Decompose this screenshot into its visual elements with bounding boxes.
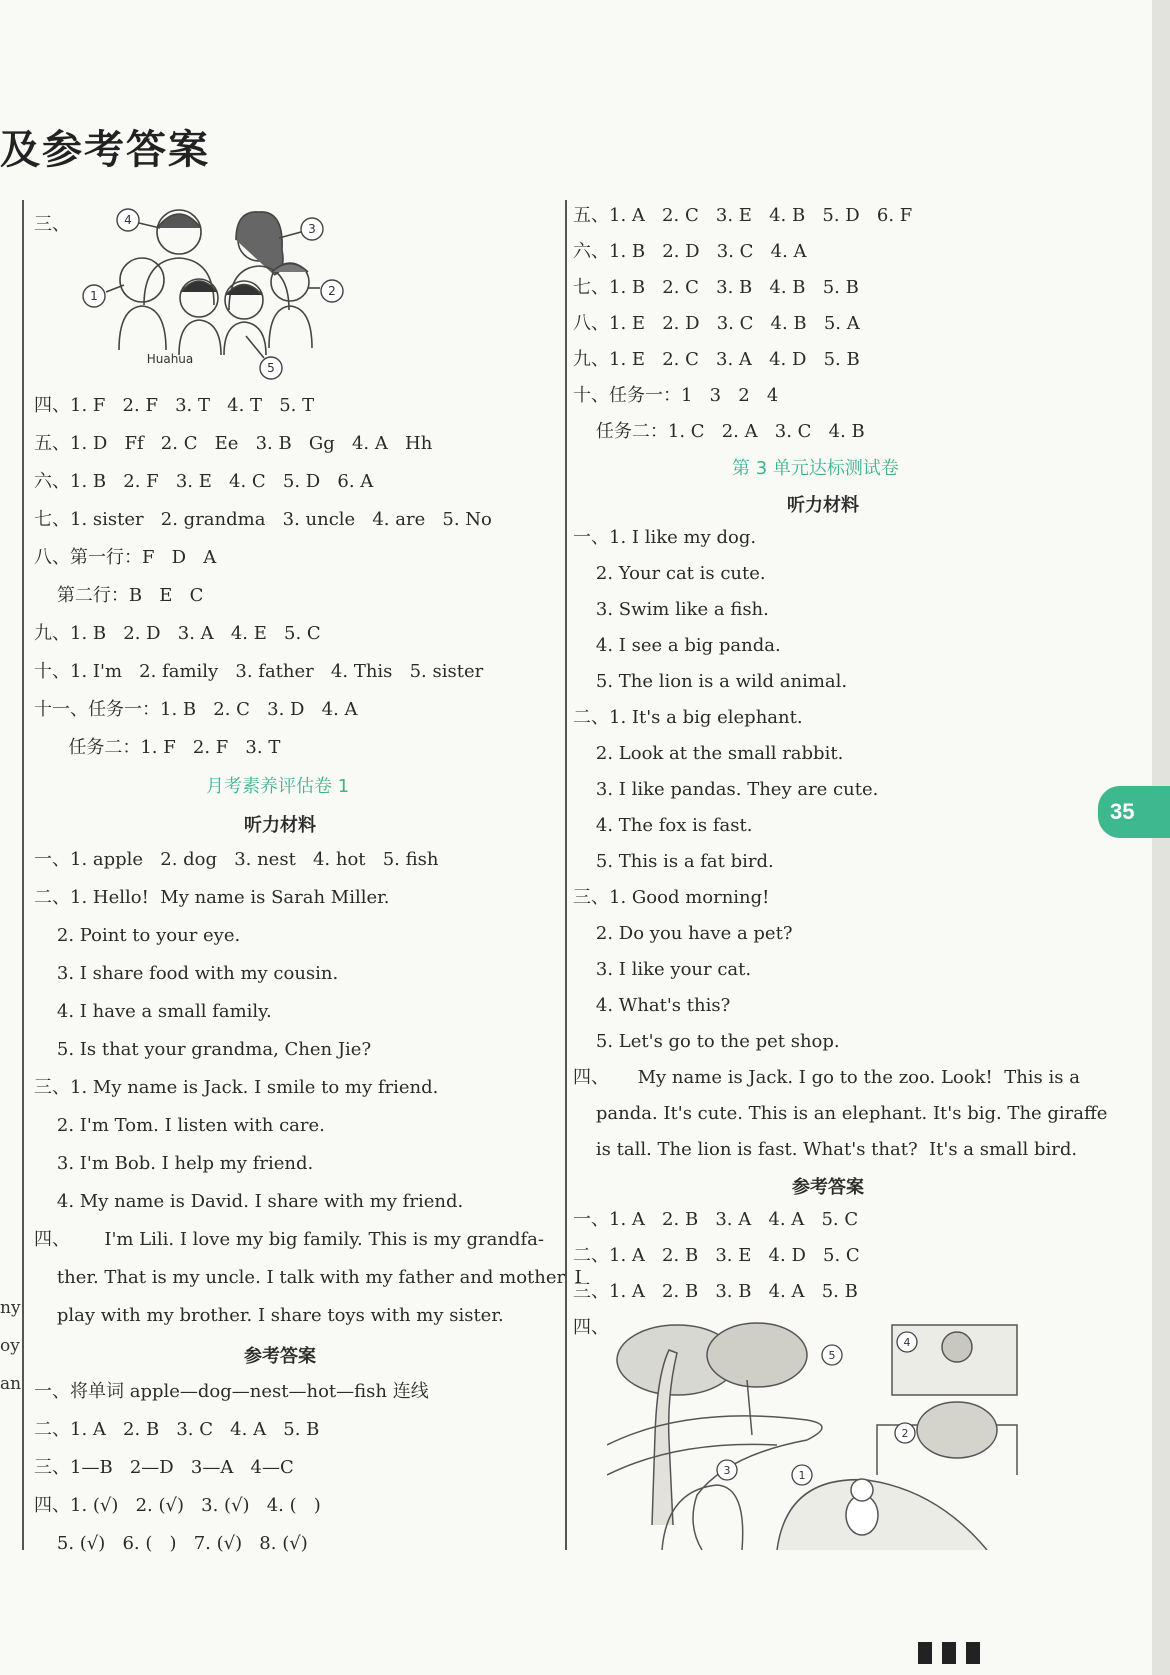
listening-line: 二、1. Hello! My name is Sarah Miller. xyxy=(34,887,390,908)
listening-line: ther. That is my uncle. I talk with my father and mother. I xyxy=(34,1267,582,1288)
callout-number: 3 xyxy=(308,222,316,236)
listening-line: 5. The lion is a wild animal. xyxy=(573,671,848,692)
answer-line: 第二行：B E C xyxy=(34,585,204,606)
listening-line: 4. I see a big panda. xyxy=(573,635,781,656)
zoo-illustration xyxy=(607,1315,1027,1550)
callout-number: 4 xyxy=(124,213,132,227)
answer-line: 一、1. A 2. B 3. A 4. A 5. C xyxy=(573,1209,859,1230)
answer-line: 八、第一行：F D A xyxy=(34,547,217,568)
callout-number: 5 xyxy=(267,361,275,375)
listening-line: play with my brother. I share toys with my sister. xyxy=(34,1305,504,1326)
answer-line: 三、1. A 2. B 3. B 4. A 5. B xyxy=(573,1281,858,1302)
listening-line: 2. I'm Tom. I listen with care. xyxy=(34,1115,325,1136)
listening-line: 4. The fox is fast. xyxy=(573,815,753,836)
listening-line: 3. Swim like a fish. xyxy=(573,599,769,620)
footer-mark xyxy=(942,1642,956,1664)
answer-line: 五、1. D Ff 2. C Ee 3. B Gg 4. A Hh xyxy=(34,433,433,454)
margin-fragment: ny xyxy=(0,1298,21,1318)
answer-line: 八、1. E 2. D 3. C 4. B 5. A xyxy=(573,313,860,334)
answer-line: 十、1. I'm 2. family 3. father 4. This 5. sister xyxy=(34,661,484,682)
footer-mark xyxy=(966,1642,980,1664)
answer-line: 任务二：1. F 2. F 3. T xyxy=(34,737,281,758)
listening-line: 4. I have a small family. xyxy=(34,1001,272,1022)
listening-line: 5. Is that your grandma, Chen Jie? xyxy=(34,1039,372,1060)
listening-title: 听力材料 xyxy=(244,815,316,836)
callout-number: 2 xyxy=(328,284,336,298)
grandpa-head xyxy=(120,258,164,302)
answers-title: 参考答案 xyxy=(792,1177,864,1198)
answer-line: 四、1. F 2. F 3. T 4. T 5. T xyxy=(34,395,315,416)
listening-line: 5. This is a fat bird. xyxy=(573,851,774,872)
listening-line: 2. Look at the small rabbit. xyxy=(573,743,844,764)
left-column xyxy=(22,200,582,1554)
footer-marks xyxy=(918,1642,990,1668)
answer-line: 五、1. A 2. C 3. E 4. B 5. D 6. F xyxy=(573,205,913,226)
answer-line: 九、1. B 2. D 3. A 4. E 5. C xyxy=(34,623,321,644)
figure-caption: Huahua xyxy=(146,352,194,366)
margin-fragment: an xyxy=(0,1374,22,1394)
listening-line: 2. Do you have a pet? xyxy=(573,923,793,944)
listening-line: is tall. The lion is fast. What's that? It's a small bird. xyxy=(573,1139,1078,1160)
listening-line: 三、1. My name is Jack. I smile to my friend. xyxy=(34,1077,439,1098)
family-illustration xyxy=(64,200,364,380)
answer-line: 任务二：1. C 2. A 3. C 4. B xyxy=(573,421,865,442)
answer-line: 十一、任务一：1. B 2. C 3. D 4. A xyxy=(34,699,358,720)
right-column xyxy=(565,200,1113,1550)
listening-line: 3. I like your cat. xyxy=(573,959,752,980)
answer-line: 七、1. B 2. C 3. B 4. B 5. B xyxy=(573,277,859,298)
footer-mark xyxy=(918,1642,932,1664)
callout-number: 1 xyxy=(798,1469,806,1482)
listening-line: 4. My name is David. I share with my friend. xyxy=(34,1191,464,1212)
listening-line: panda. It's cute. This is an elephant. It's big. The giraffe xyxy=(573,1103,1108,1124)
margin-fragment: oy xyxy=(0,1336,20,1356)
listening-line: 一、1. I like my dog. xyxy=(573,527,757,548)
figure-label: 四、 xyxy=(573,1317,609,1338)
listening-title: 听力材料 xyxy=(787,495,859,516)
listening-line: 三、1. Good morning! xyxy=(573,887,770,908)
answer-line: 十、任务一：1 3 2 4 xyxy=(573,385,779,406)
answer-line: 九、1. E 2. C 3. A 4. D 5. B xyxy=(573,349,860,370)
page-number-tab: 35 xyxy=(1098,786,1170,838)
listening-line: 5. Let's go to the pet shop. xyxy=(573,1031,840,1052)
unit-title: 第 3 单元达标测试卷 xyxy=(732,458,899,479)
answer-line: 六、1. B 2. D 3. C 4. A xyxy=(573,241,807,262)
callout-number: 5 xyxy=(828,1349,836,1362)
listening-line: 四、 I'm Lili. I love my big family. This is my grandfa- xyxy=(34,1229,544,1250)
exam-title: 月考素养评估卷 1 xyxy=(206,776,350,797)
listening-line: 二、1. It's a big elephant. xyxy=(573,707,803,728)
listening-line: 3. I share food with my cousin. xyxy=(34,963,339,984)
answer-line: 四、1. (√) 2. (√) 3. (√) 4. ( ) xyxy=(34,1495,321,1516)
answer-line: 三、1—B 2—D 3—A 4—C xyxy=(34,1457,294,1478)
listening-line: 3. I'm Bob. I help my friend. xyxy=(34,1153,314,1174)
answer-line: 六、1. B 2. F 3. E 4. C 5. D 6. A xyxy=(34,471,374,492)
listening-line: 四、 My name is Jack. I go to the zoo. Look! This is a xyxy=(573,1067,1080,1088)
answers-title: 参考答案 xyxy=(244,1346,316,1367)
listening-line: 2. Point to your eye. xyxy=(34,925,241,946)
page-title: 及参考答案 xyxy=(0,126,210,173)
answer-line: 七、1. sister 2. grandma 3. uncle 4. are 5. No xyxy=(34,509,492,530)
callout-number: 2 xyxy=(901,1427,909,1440)
callout-number: 3 xyxy=(723,1464,731,1477)
listening-line: 2. Your cat is cute. xyxy=(573,563,766,584)
listening-line: 3. I like pandas. They are cute. xyxy=(573,779,879,800)
answer-line: 5. (√) 6. ( ) 7. (√) 8. (√) xyxy=(34,1533,308,1554)
callout-number: 4 xyxy=(903,1336,911,1349)
callout-number: 1 xyxy=(90,289,98,303)
listening-line: 一、1. apple 2. dog 3. nest 4. hot 5. fish xyxy=(34,849,439,870)
listening-line: 4. What's this? xyxy=(573,995,731,1016)
answer-line: 一、将单词 apple—dog—nest—hot—fish 连线 xyxy=(34,1381,429,1402)
answer-line: 二、1. A 2. B 3. C 4. A 5. B xyxy=(34,1419,320,1440)
answer-line: 二、1. A 2. B 3. E 4. D 5. C xyxy=(573,1245,860,1266)
figure-label: 三、 xyxy=(34,214,70,235)
